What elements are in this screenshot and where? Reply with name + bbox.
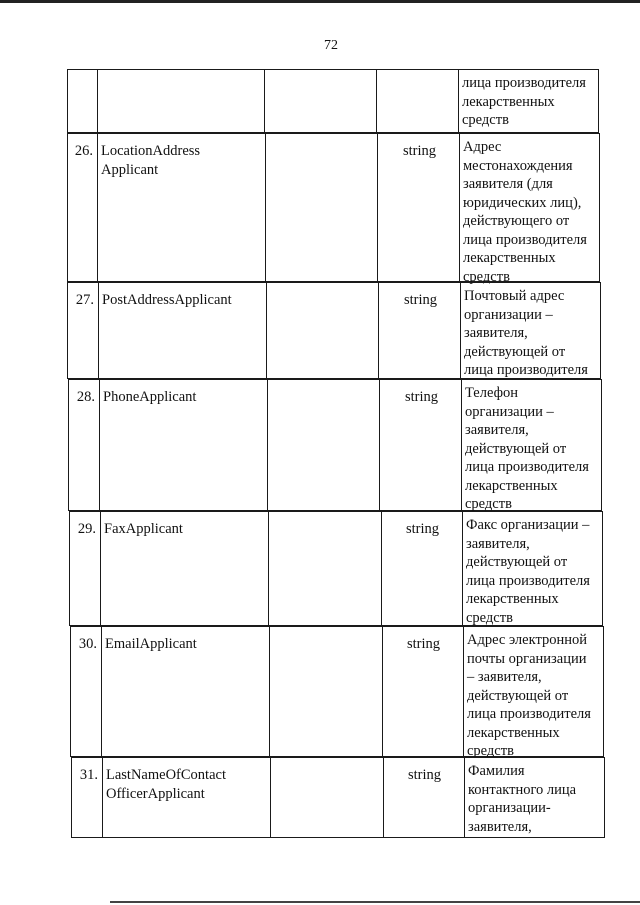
data-type: string bbox=[378, 282, 460, 379]
table-row bbox=[0, 69, 640, 133]
row-number: 29. bbox=[69, 511, 100, 626]
page-top-edge bbox=[0, 0, 640, 3]
empty-cell bbox=[266, 282, 378, 379]
element-name: LastNameOfContact OfficerApplicant bbox=[102, 757, 270, 838]
element-description: лица производителя лекарственных средств bbox=[458, 69, 599, 133]
element-description: Фамилия контактного лица организации- заявителя, bbox=[464, 757, 605, 838]
row-number: 30. bbox=[70, 626, 101, 757]
data-type: string bbox=[383, 757, 464, 838]
element-description: Почтовый адрес организации – заявителя, действующей от лица производителя bbox=[460, 282, 601, 379]
page-bottom-edge bbox=[110, 901, 640, 903]
empty-cell bbox=[268, 511, 381, 626]
empty-cell bbox=[269, 626, 382, 757]
data-type: string bbox=[381, 511, 462, 626]
row-number: 28. bbox=[68, 379, 99, 511]
element-description: Телефон организации – заявителя, действующей от лица производителя лекарственных средств bbox=[461, 379, 602, 511]
empty-cell bbox=[270, 757, 383, 838]
data-type: string bbox=[377, 133, 459, 282]
data-type: string bbox=[379, 379, 461, 511]
empty-cell bbox=[265, 133, 377, 282]
table-row bbox=[0, 282, 640, 379]
element-name: FaxApplicant bbox=[100, 511, 268, 626]
table-row bbox=[0, 511, 640, 626]
table-row bbox=[0, 379, 640, 511]
element-name: PostAddressApplicant bbox=[98, 282, 266, 379]
element-name: EmailApplicant bbox=[101, 626, 269, 757]
empty-cell bbox=[264, 69, 376, 133]
table-row bbox=[0, 133, 640, 285]
empty-cell bbox=[267, 379, 379, 511]
row-number: 26. bbox=[67, 133, 97, 282]
data-type: string bbox=[382, 626, 463, 757]
element-name bbox=[97, 69, 264, 133]
row-number: 31. bbox=[71, 757, 102, 838]
page-number: 72 bbox=[324, 38, 338, 53]
element-description: Адрес электронной почты организации – заявителя, действующей от лица производителя лекарственных средств bbox=[463, 626, 604, 757]
row-number: 27. bbox=[67, 282, 98, 379]
element-name: PhoneApplicant bbox=[99, 379, 267, 511]
data-type bbox=[376, 69, 458, 133]
element-description: Факс организации – заявителя, действующей от лица производителя лекарственных средств bbox=[462, 511, 603, 626]
table-row bbox=[0, 626, 640, 757]
row-number bbox=[67, 69, 97, 133]
table-row bbox=[0, 757, 640, 838]
element-name: LocationAddress Applicant bbox=[97, 133, 265, 282]
element-description: Адрес местонахождения заявителя (для юридических лиц), действующего от лица производителя лекарственных средств bbox=[459, 133, 600, 282]
